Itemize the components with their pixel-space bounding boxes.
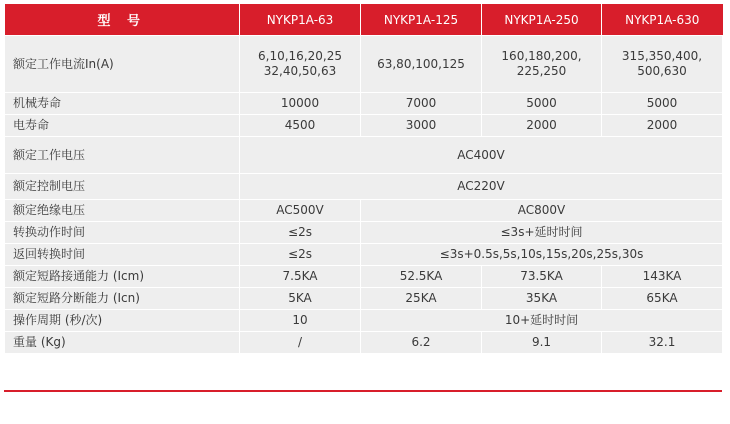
model-125-header: NYKP1A-125 xyxy=(361,4,482,36)
model-250-header: NYKP1A-250 xyxy=(482,4,602,36)
cell-value: 2000 xyxy=(482,115,602,137)
cell-value: / xyxy=(240,332,361,354)
row-label: 额定工作电流In(A) xyxy=(5,36,240,93)
cell-value: 7000 xyxy=(361,93,482,115)
row-mech-life xyxy=(5,93,723,115)
row-switch-time xyxy=(5,222,723,244)
cell-value: 4500 xyxy=(240,115,361,137)
cell-value: 3000 xyxy=(361,115,482,137)
cell-value: 9.1 xyxy=(482,332,602,354)
row-making-capacity xyxy=(5,266,723,288)
row-elec-life xyxy=(5,115,723,137)
cell-value: 63,80,100,125 xyxy=(361,36,482,93)
row-weight xyxy=(5,332,723,354)
bottom-divider xyxy=(4,390,722,392)
row-control-voltage xyxy=(5,174,723,200)
header-row xyxy=(5,4,723,36)
cell-value: AC220V xyxy=(240,174,723,200)
cell-value: ≤3s+0.5s,5s,10s,15s,20s,25s,30s xyxy=(361,244,723,266)
cell-value: 6.2 xyxy=(361,332,482,354)
cell-value: ≤2s xyxy=(240,244,361,266)
row-return-time xyxy=(5,244,723,266)
cell-value: 10+延时时间 xyxy=(361,310,723,332)
spec-table xyxy=(4,4,723,354)
row-operation-cycle xyxy=(5,310,723,332)
row-rated-current xyxy=(5,36,723,93)
spec-table-container xyxy=(4,4,722,354)
cell-value: 35KA xyxy=(482,288,602,310)
row-label: 返回转换时间 xyxy=(5,244,240,266)
cell-value: 160,180,200, 225,250 xyxy=(482,36,602,93)
cell-value: 5000 xyxy=(482,93,602,115)
cell-value: 7.5KA xyxy=(240,266,361,288)
cell-value: 2000 xyxy=(602,115,723,137)
row-label: 转换动作时间 xyxy=(5,222,240,244)
model-630-header: NYKP1A-630 xyxy=(602,4,723,36)
cell-value: AC400V xyxy=(240,137,723,174)
cell-value: 5000 xyxy=(602,93,723,115)
row-label: 额定工作电压 xyxy=(5,137,240,174)
model-header: 型 号 xyxy=(5,4,240,36)
cell-value: 6,10,16,20,25 32,40,50,63 xyxy=(240,36,361,93)
row-insulation-voltage xyxy=(5,200,723,222)
model-63-header: NYKP1A-63 xyxy=(240,4,361,36)
row-label: 机械寿命 xyxy=(5,93,240,115)
row-label: 额定短路分断能力 (Icn) xyxy=(5,288,240,310)
cell-value: 5KA xyxy=(240,288,361,310)
cell-value: 65KA xyxy=(602,288,723,310)
row-label: 重量 (Kg) xyxy=(5,332,240,354)
cell-value: 32.1 xyxy=(602,332,723,354)
row-label: 额定短路接通能力 (Icm) xyxy=(5,266,240,288)
cell-value: 73.5KA xyxy=(482,266,602,288)
cell-value: AC800V xyxy=(361,200,723,222)
cell-value: 52.5KA xyxy=(361,266,482,288)
row-breaking-capacity xyxy=(5,288,723,310)
cell-value: 315,350,400, 500,630 xyxy=(602,36,723,93)
row-rated-voltage xyxy=(5,137,723,174)
cell-value: ≤2s xyxy=(240,222,361,244)
cell-value: 10 xyxy=(240,310,361,332)
row-label: 额定绝缘电压 xyxy=(5,200,240,222)
cell-value: AC500V xyxy=(240,200,361,222)
row-label: 额定控制电压 xyxy=(5,174,240,200)
cell-value: 25KA xyxy=(361,288,482,310)
row-label: 电寿命 xyxy=(5,115,240,137)
cell-value: 10000 xyxy=(240,93,361,115)
cell-value: ≤3s+延时时间 xyxy=(361,222,723,244)
cell-value: 143KA xyxy=(602,266,723,288)
row-label: 操作周期 (秒/次) xyxy=(5,310,240,332)
